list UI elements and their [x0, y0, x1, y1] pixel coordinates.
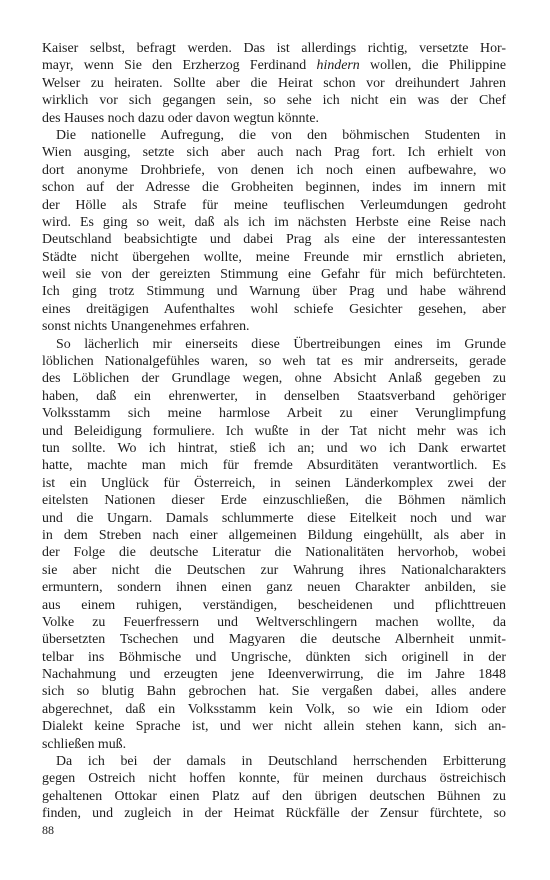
- text-line: Welser zu heiraten. Sollte aber die Heirat schon vor dreihundert Jahren: [42, 75, 506, 91]
- text-line: Deutschland beabsichtigte und dabei Prag als eine der interessantesten: [42, 232, 506, 248]
- text-line: Ich ging trotz Stimmung und Warnung über Prag und habe während: [42, 284, 506, 300]
- text-line: des Löblichen der Grundlage wegen, ohne Absicht Anlaß gegeben zu: [42, 371, 506, 387]
- text-line: eitelsten Nationen dieser Erde einzuschließen, die Böhmen nämlich: [42, 493, 506, 509]
- text-segment: wollen, die Philippine: [359, 58, 506, 74]
- text-line: abgerechnet, daß ein Volksstamm kein Volk, so wie ein Idiom oder: [42, 701, 506, 717]
- text-line: Volksstamm sich meine harmlose Arbeit zu einer Verunglimpfung: [42, 406, 506, 422]
- text-line: des Hauses noch dazu oder davon wegtun könnte.: [42, 110, 319, 126]
- text-line: ermuntern, sondern ihnen einen ganz neuen Charakter anbilden, sie: [42, 580, 506, 596]
- text-line: übersetzten Tschechen und Magyaren die deutsche Albernheit unmit-: [42, 632, 506, 648]
- text-line: Nachahmung und erzeugten jene Ideenverwirrung, die im Jahre 1848: [42, 667, 506, 683]
- text-line: So lächerlich mir einerseits diese Übertreibungen eines im Grunde: [56, 336, 506, 352]
- body-text: [42, 40, 506, 823]
- text-line: hatte, machte man mich für fremde Absurditäten verantwortlich. Es: [42, 458, 506, 474]
- emphasis-text: hindern: [316, 58, 360, 74]
- text-line: gegen Ostreich nicht hoffen konnte, für meinen durchaus östreichisch: [42, 771, 506, 787]
- text-line: der Hölle als Strafe für meine teuflischen Verleumdungen gedroht: [42, 197, 506, 213]
- text-line: der Folge die deutsche Literatur die Nationalitäten hervorhob, wobei: [42, 545, 506, 561]
- text-line: wird. Es ging so weit, daß als ich im nächsten Herbste eine Reise nach: [42, 214, 506, 230]
- text-line: [42, 57, 506, 74]
- text-line: sich so blutig Bahn gebrochen hat. Sie vergaßen dabei, alles andere: [42, 684, 506, 700]
- text-line: schließen muß.: [42, 736, 127, 752]
- text-line: ist ein Unglück für Österreich, in seinen Länderkomplex zwei der: [42, 475, 506, 491]
- text-line: Kaiser selbst, befragt werden. Das ist allerdings richtig, versetzte Hor-: [42, 41, 506, 56]
- text-line: Dialekt keine Sprache ist, und wer nicht allein stehen kann, sich an-: [42, 719, 506, 735]
- text-line: wirklich vor sich gegangen sein, so sehe ich nicht ein was der Chef: [42, 93, 506, 109]
- text-line: Die nationelle Aufregung, die von den böhmischen Studenten in: [56, 127, 506, 143]
- text-line: Volke zu Feuerfressern und Weltverschlingern machen wollte, da: [42, 614, 506, 630]
- text-line: weil sie von der gereizten Stimmung eine Gefahr für mich befürchteten.: [42, 267, 506, 283]
- text-line: eines dreitägigen Aufenthaltes wohl schiefe Gesichter gesehen, aber: [42, 301, 506, 317]
- text-line: sie aber nicht die Deutschen zur Wahrung ihres Nationalcharakters: [42, 562, 506, 578]
- paragraph: [42, 127, 506, 336]
- text-line: haben, daß ein ehrenwerter, in denselben Staatsverband gehöriger: [42, 388, 506, 404]
- text-line: gehaltenen Ottokar einen Platz auf den übrigen deutschen Bühnen zu: [42, 788, 506, 804]
- text-line: löblichen Nationalgefühles waren, so weh tat es mir andrerseits, gerade: [42, 354, 506, 370]
- paragraph: [42, 753, 506, 823]
- text-segment: mayr, wenn Sie den Erzherzog Ferdinand: [42, 58, 317, 74]
- page-number: 88: [42, 823, 54, 837]
- text-line: und die Ungarn. Damals schlummerte diese Eitelkeit noch und war: [42, 510, 506, 526]
- text-line: Da ich bei der damals in Deutschland herrschenden Erbitterung: [56, 754, 506, 770]
- text-line: aus einem ruhigen, verständigen, bescheidenen und pflichttreuen: [42, 597, 506, 613]
- paragraph: [42, 336, 506, 753]
- text-line: dort anonyme Drohbriefe, von denen ich noch einen aufbewahre, wo: [42, 162, 506, 178]
- text-line: sonst nichts Unangenehmes erfahren.: [42, 319, 250, 335]
- text-line: tun sollte. Wo ich hintrat, stieß ich an; und wo ich Dank erwartet: [42, 440, 506, 456]
- text-line: in dem Streben nach einer allgemeinen Bildung eingehüllt, als aber in: [42, 527, 506, 543]
- text-line: schon auf der Adresse die Grobheiten beginnen, indes im innern mit: [42, 180, 506, 196]
- text-line: Wien ausging, setzte sich aber auch nach Prag fort. Ich erhielt von: [42, 145, 506, 161]
- text-line: und Beleidigung formuliere. Ich wußte in der Tat nicht mehr was ich: [42, 423, 506, 439]
- text-line: finden, und zugleich in der Heimat Rückfälle der Zensur fürchtete, so: [42, 806, 506, 822]
- text-line: telbar ins Böhmische und Ungrische, dünkten sich originell in der: [42, 649, 506, 665]
- paragraph: [42, 40, 506, 127]
- text-line: Städte nicht übergehen wollte, meine Freunde mir ernstlich abrieten,: [42, 249, 506, 265]
